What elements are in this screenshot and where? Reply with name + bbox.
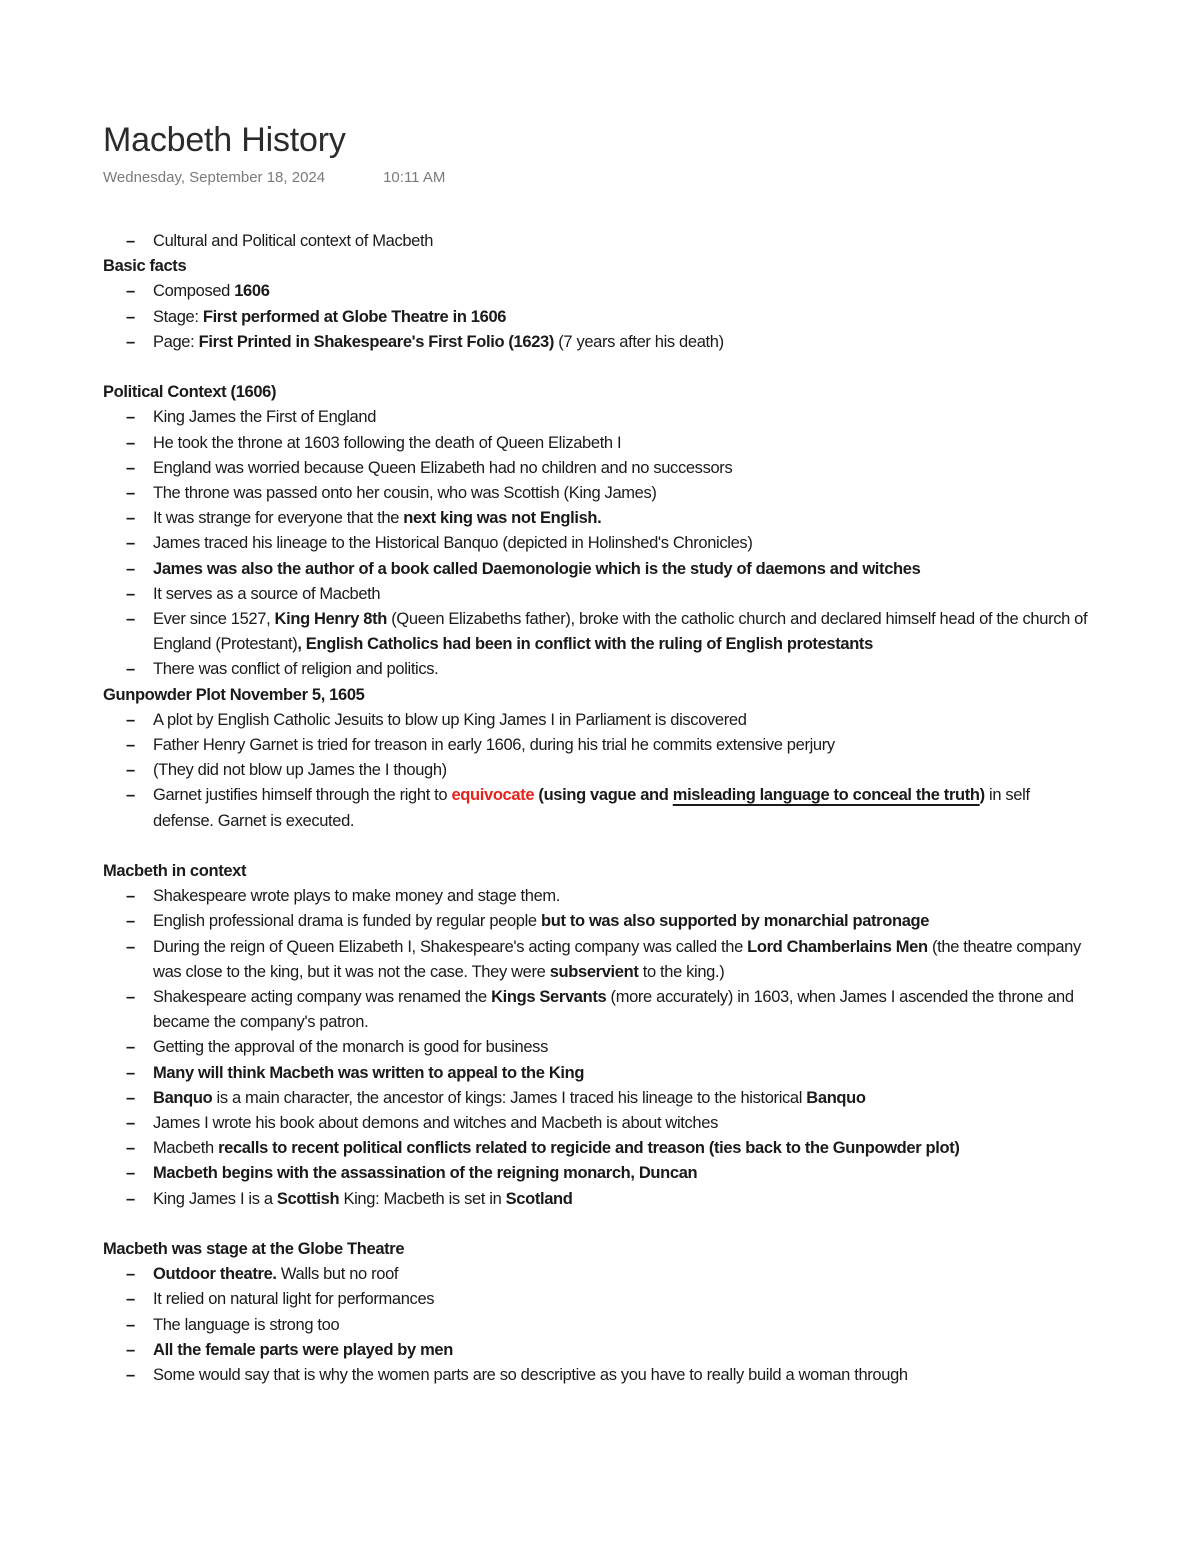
note-date: Wednesday, September 18, 2024	[103, 169, 326, 186]
bullet-list	[103, 884, 1093, 1212]
list-item	[103, 431, 1093, 456]
list-item	[103, 708, 1093, 733]
list-item	[103, 1161, 1093, 1186]
text-run: but to was also supported by monarchial patronage	[541, 912, 930, 931]
list-item	[103, 531, 1093, 556]
list-item	[103, 1136, 1093, 1161]
list-item	[103, 456, 1093, 481]
list-item	[103, 330, 1093, 355]
list-item	[103, 1111, 1093, 1136]
list-item	[103, 758, 1093, 783]
page-title: Macbeth History	[103, 121, 346, 159]
list-item	[103, 229, 1093, 254]
text-run: King James the First of England	[153, 408, 377, 427]
text-run: Lord Chamberlains Men	[747, 937, 928, 956]
list-item	[103, 657, 1093, 682]
text-run: James I wrote his book about demons and witches and Macbeth is about witches	[153, 1114, 718, 1133]
text-run: )	[979, 786, 985, 805]
section-heading: Macbeth was stage at the Globe Theatre	[103, 1240, 405, 1259]
text-run: (Queen Elizabeths father), broke with the catholic church and declared himself head of the church of England (Protestant)	[153, 610, 1088, 654]
text-run: (more accurately) in 1603, when James I ascended the throne and became the company's patron.	[153, 988, 1074, 1032]
text-run: (the theatre company was close to the king, but it was not the case. They were	[153, 937, 1081, 981]
text-run: James was also the author of a book called Daemonologie which is the study of daemons and witches	[153, 559, 921, 578]
timestamp	[103, 167, 445, 189]
bullet-list	[103, 708, 1093, 834]
text-run: equivocate	[451, 786, 535, 805]
text-run: Stage:	[153, 307, 203, 326]
text-run: recalls to recent political conflicts related to regicide and treason (ties back to the Gunpowder plot)	[218, 1139, 960, 1158]
text-run: Macbeth	[153, 1139, 219, 1158]
list-item	[103, 405, 1093, 430]
text-run: Cultural and Political context of Macbeth	[153, 232, 434, 250]
text-run: Scottish	[276, 1189, 340, 1208]
text-run: First Printed in Shakespeare's First Folio (1623)	[198, 332, 554, 351]
text-run: (using vague and	[534, 786, 673, 805]
section-heading: Gunpowder Plot November 5, 1605	[103, 685, 365, 704]
text-run: A plot by English Catholic Jesuits to blow up King James I in Parliament is discovered	[153, 710, 747, 729]
list-item	[103, 607, 1093, 657]
text-run: Kings Servants	[491, 988, 607, 1007]
text-run: First performed at Globe Theatre in 1606	[202, 307, 507, 326]
text-run: is a main character, the ancestor of kings: James I traced his lineage to the historical	[212, 1088, 807, 1107]
note-time: 10:11 AM	[383, 169, 446, 186]
text-run: in self defense. Garnet is executed.	[153, 786, 1030, 830]
bullet-list	[103, 279, 1093, 355]
list-item	[103, 557, 1093, 582]
text-run: The language is strong too	[153, 1315, 340, 1334]
list-item	[103, 1262, 1093, 1287]
list-item	[103, 783, 1093, 833]
text-run: Composed	[153, 282, 235, 301]
section-heading: Macbeth in context	[103, 862, 247, 881]
list-item	[103, 506, 1093, 531]
text-run: Macbeth begins with the assassination of the reigning monarch, Duncan	[153, 1164, 698, 1183]
text-run: Many will think Macbeth was written to appeal to the King	[153, 1063, 585, 1082]
text-run: It serves as a source of Macbeth	[153, 584, 381, 603]
text-run: The throne was passed onto her cousin, who was Scottish (King James)	[153, 484, 657, 503]
text-run: He took the throne at 1603 following the death of Queen Elizabeth I	[153, 433, 622, 452]
list-item	[103, 1187, 1093, 1212]
list-item	[103, 935, 1093, 985]
text-run: Father Henry Garnet is tried for treason in early 1606, during his trial he commits extensive perjury	[153, 736, 835, 755]
text-run: During the reign of Queen Elizabeth I, Shakespeare's acting company was called the	[153, 937, 748, 956]
list-item	[103, 1313, 1093, 1338]
list-item	[103, 1363, 1093, 1388]
text-run: misleading language to conceal the truth	[672, 786, 980, 805]
text-run: Walls but no roof	[276, 1265, 399, 1284]
list-item	[103, 733, 1093, 758]
text-run: subservient	[549, 962, 639, 981]
bullet-list	[103, 229, 1093, 254]
text-run: , English Catholics had been in conflict with the ruling of English protestants	[297, 635, 873, 654]
text-run: Banquo	[806, 1088, 866, 1107]
text-run: next king was not English.	[403, 509, 602, 528]
list-item	[103, 1035, 1093, 1060]
list-item	[103, 1287, 1093, 1312]
list-item	[103, 985, 1093, 1035]
text-run: 1606	[234, 282, 270, 301]
section-heading: Political Context (1606)	[103, 383, 277, 402]
text-run: Outdoor theatre.	[153, 1265, 277, 1284]
text-run: Some would say that is why the women parts are so descriptive as you have to really build a woman through	[153, 1366, 908, 1385]
text-run: (They did not blow up James the I though)	[153, 761, 447, 780]
text-run: Garnet justifies himself through the right to	[153, 786, 452, 805]
note-body	[103, 229, 1093, 1388]
text-run: All the female parts were played by men	[153, 1340, 453, 1359]
blank-line	[103, 834, 1093, 859]
list-item	[103, 884, 1093, 909]
blank-line	[103, 355, 1093, 380]
text-run: King: Macbeth is set in	[339, 1189, 506, 1208]
text-run: James traced his lineage to the Historical Banquo (depicted in Holinshed's Chronicles)	[153, 534, 753, 553]
list-item	[103, 909, 1093, 934]
list-item	[103, 481, 1093, 506]
bullet-list	[103, 1262, 1093, 1388]
text-run: It relied on natural light for performances	[153, 1290, 435, 1309]
text-run: (7 years after his death)	[554, 332, 724, 351]
section-heading: Basic facts	[103, 257, 187, 276]
list-item	[103, 1086, 1093, 1111]
bullet-list	[103, 405, 1093, 682]
list-item	[103, 582, 1093, 607]
text-run: English professional drama is funded by regular people	[153, 912, 541, 931]
list-item	[103, 305, 1093, 330]
list-item	[103, 279, 1093, 304]
list-item	[103, 1338, 1093, 1363]
text-run: Ever since 1527,	[153, 610, 275, 629]
text-run: England was worried because Queen Elizabeth had no children and no successors	[153, 458, 733, 477]
text-run: Scotland	[505, 1189, 573, 1208]
text-run: Shakespeare acting company was renamed the	[153, 988, 492, 1007]
text-run: Shakespeare wrote plays to make money and stage them.	[153, 887, 561, 906]
list-item	[103, 1061, 1093, 1086]
text-run: King James I is a	[153, 1189, 277, 1208]
text-run: Getting the approval of the monarch is good for business	[153, 1038, 548, 1057]
text-run: to the king.)	[638, 962, 725, 981]
text-run: Page:	[153, 332, 199, 351]
text-run: There was conflict of religion and politics.	[153, 660, 439, 679]
text-run: King Henry 8th	[274, 610, 387, 629]
blank-line	[103, 1212, 1093, 1237]
text-run: Banquo	[153, 1088, 213, 1107]
text-run: It was strange for everyone that the	[153, 509, 404, 528]
